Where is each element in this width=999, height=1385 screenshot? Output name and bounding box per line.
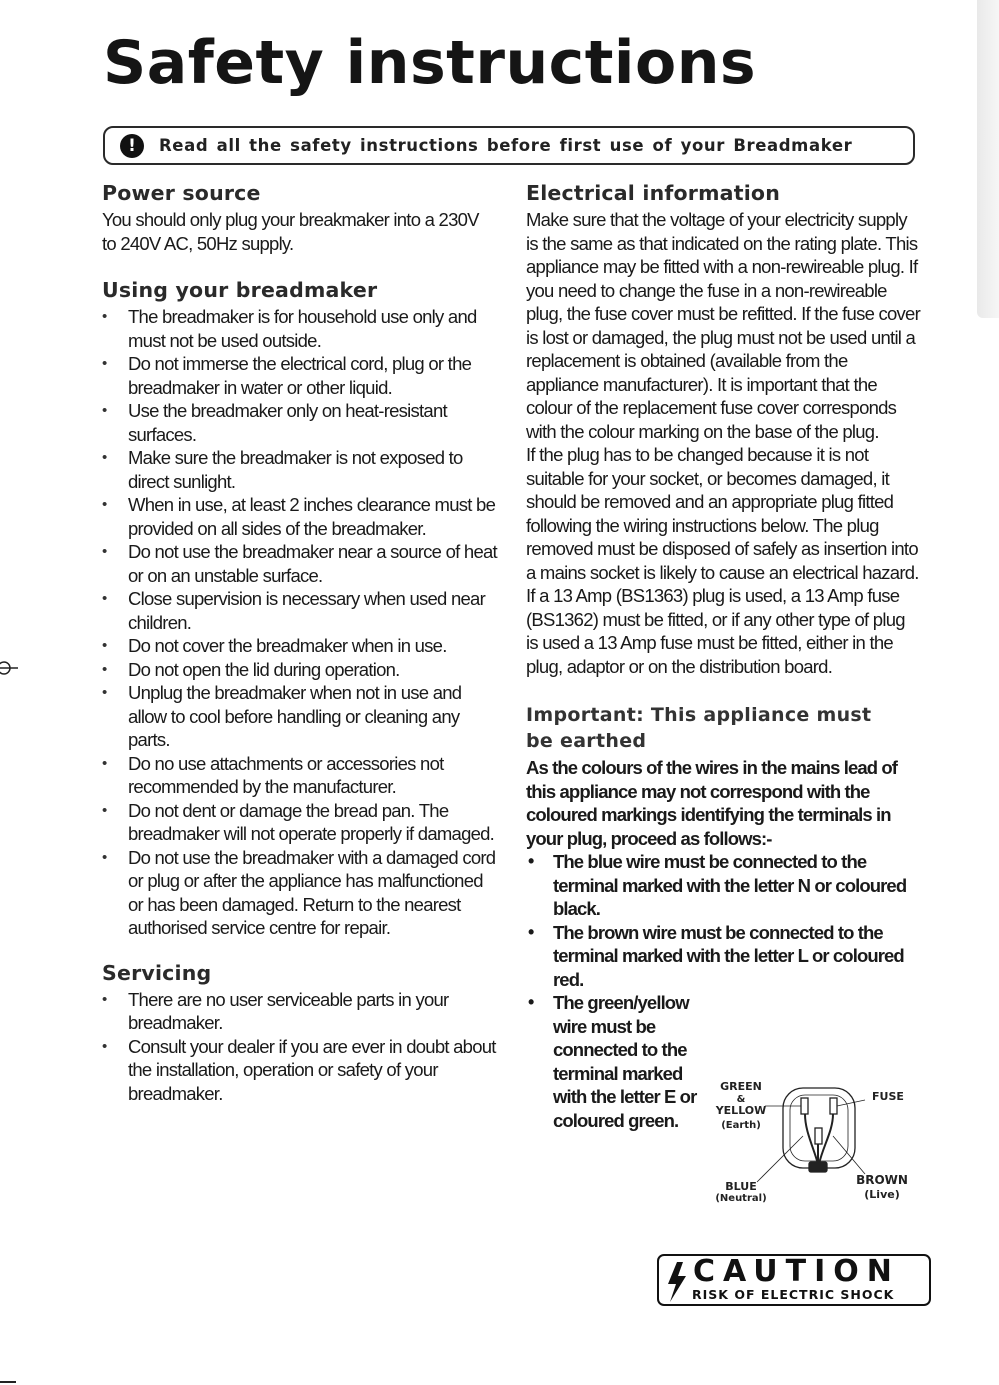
important-intro: As the colours of the wires in the mains lead of this appliance may not correspond with the coloured markings identifying the terminals in your plug, proceed as follows:- <box>526 757 898 849</box>
label-neutral: (Neutral) <box>715 1193 767 1204</box>
list-item: • Do not use the breadmaker near a source of heat or on an unstable surface. <box>102 540 497 587</box>
list-item: • Unplug the breadmaker when not in use and allow to cool before handling or cleaning any parts. <box>102 681 497 752</box>
list-item: • Do not immerse the electrical cord, plug or the breadmaker in water or other liquid. <box>102 352 497 399</box>
plug-icon <box>757 1088 865 1182</box>
notice-text: Read all the safety instructions before first use of your Breadmaker <box>159 136 853 155</box>
servicing-heading: Servicing <box>102 960 212 985</box>
safety-notice <box>103 126 915 165</box>
label-amp: & <box>736 1094 746 1105</box>
list-item: • Do not dent or damage the bread pan. The breadmaker will not operate properly if damaged. <box>102 799 497 846</box>
crop-mark-icon <box>0 658 20 678</box>
list-item: • The breadmaker is for household use only and must not be used outside. <box>102 305 497 352</box>
list-item: • The blue wire must be connected to the terminal marked with the letter N or coloured black. <box>526 850 921 921</box>
list-item: • Use the breadmaker only on heat-resistant surfaces. <box>102 399 497 446</box>
label-blue: BLUE <box>725 1180 757 1193</box>
important-heading: Important: This appliance must be earthed <box>526 704 872 752</box>
electrical-paragraph-3: If a 13 Amp (BS1363) plug is used, a 13 Amp fuse (BS1362) must be fitted, or if any other type of plug is used a 13 Amp fuse must be fitted, either in the plug, adaptor or on the distribution board. <box>526 585 905 677</box>
electrical-paragraph-1: Make sure that the voltage of your electricity supply is the same as that indicated on the rating plate. This appliance may be fitted with a non-rewireable plug. If you need to change the fuse in a non-rewireable plug, the fuse cover must be refitted. If the fuse cover is lost or damaged, the plug must not be used until a replacement is obtained (available from the appliance manufacturer). It is important that the colour of the replacement fuse cover corresponds with the colour marking on the base of the plug. <box>526 209 921 442</box>
caution-title: CAUTION <box>693 1254 900 1289</box>
left-column <box>102 180 497 1105</box>
exclamation-icon: ! <box>120 134 144 158</box>
power-source-heading: Power source <box>102 181 261 205</box>
list-item: • The green/yellow wire must be connected to the terminal marked with the letter E or coloured green. <box>526 991 703 1132</box>
electrical-paragraph-2: If the plug has to be changed because it is not suitable for your socket, or becomes damaged, it should be removed and an appropriate plug fitted following the wiring instructions below. The plug removed must be disposed of safely as insertion into a mains socket is likely to cause an electrical hazard. <box>526 444 919 583</box>
plug-wiring-diagram <box>705 1076 925 1208</box>
label-brown: BROWN <box>856 1173 908 1187</box>
list-item: • Close supervision is necessary when used near children. <box>102 587 497 634</box>
list-item: • Do not cover the breadmaker when in use. <box>102 634 497 658</box>
page-title: Safety instructions <box>103 28 757 98</box>
list-item: • When in use, at least 2 inches clearance must be provided on all sides of the breadmaker. <box>102 493 497 540</box>
page-edge-tab <box>977 0 999 318</box>
corner-mark <box>0 1381 16 1383</box>
label-green: GREEN <box>720 1080 762 1093</box>
right-column <box>526 180 921 1132</box>
list-item: • The brown wire must be connected to the terminal marked with the letter L or coloured red. <box>526 921 921 992</box>
label-live: (Live) <box>864 1188 900 1201</box>
power-source-text: You should only plug your breakmaker into a 230V to 240V AC, 50Hz supply. <box>102 209 479 254</box>
list-item: • Do no use attachments or accessories not recommended by the manufacturer. <box>102 752 497 799</box>
caution-label <box>657 1254 931 1306</box>
list-item: • Do not open the lid during operation. <box>102 658 497 682</box>
label-earth: (Earth) <box>721 1120 761 1131</box>
servicing-list <box>102 988 497 1106</box>
caution-subtitle: RISK OF ELECTRIC SHOCK <box>692 1287 895 1302</box>
list-item: • Consult your dealer if you are ever in doubt about the installation, operation or safety of your breadmaker. <box>102 1035 497 1106</box>
using-list <box>102 305 497 940</box>
lightning-bolt-icon <box>665 1262 689 1302</box>
list-item: • Make sure the breadmaker is not exposed to direct sunlight. <box>102 446 497 493</box>
label-fuse: FUSE <box>872 1090 904 1103</box>
list-item: • Do not use the breadmaker with a damaged cord or plug or after the appliance has malfunctioned or has been damaged. Return to the nearest authorised service centre for repair. <box>102 846 497 940</box>
using-heading: Using your breadmaker <box>102 278 378 302</box>
electrical-heading: Electrical information <box>526 181 781 205</box>
label-yellow: YELLOW <box>715 1104 767 1117</box>
list-item: • There are no user serviceable parts in your breadmaker. <box>102 988 497 1035</box>
